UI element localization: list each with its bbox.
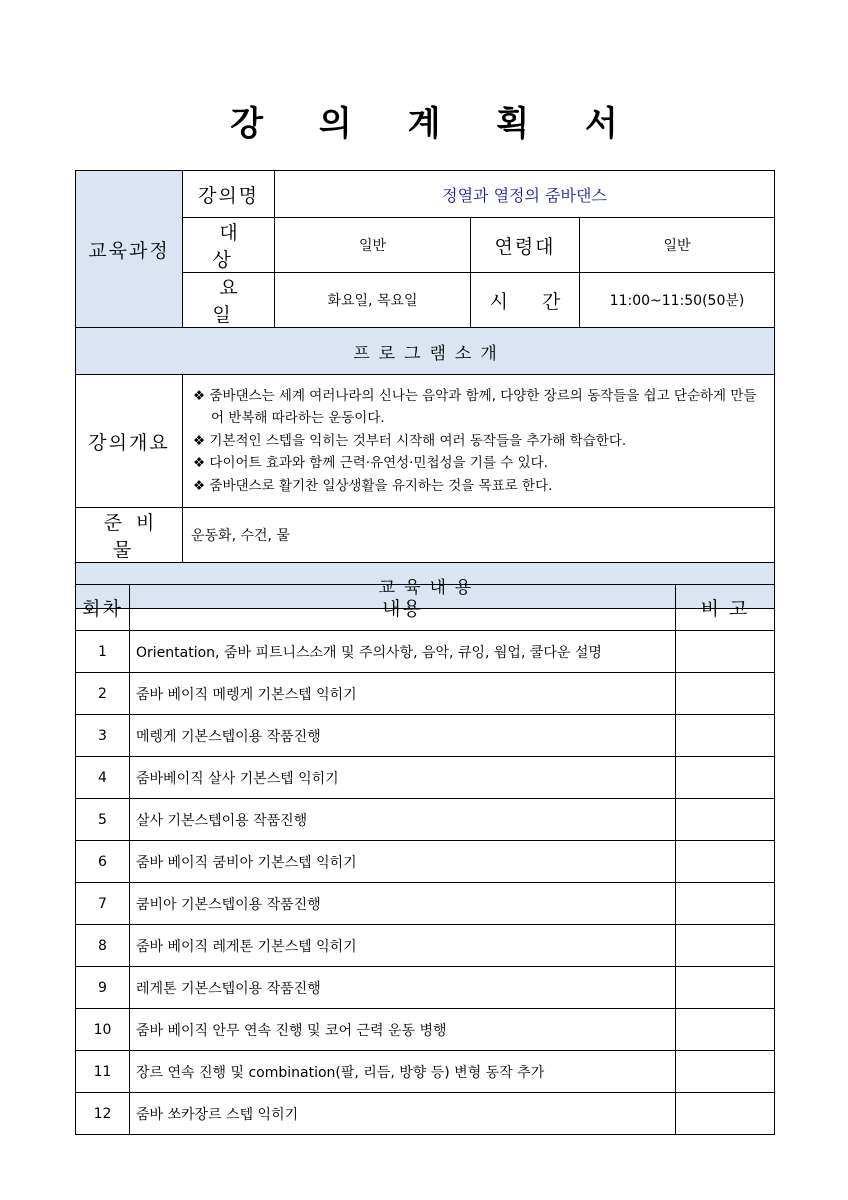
program-header: 프로그램소개 bbox=[76, 328, 775, 375]
table-row: 11 장르 연속 진행 및 combination(팔, 리듬, 방향 등) 변형 동작 추가 bbox=[76, 1051, 775, 1093]
table-row: 5 살사 기본스텝이용 작품진행 bbox=[76, 799, 775, 841]
course-name-value: 정열과 열정의 줌바댄스 bbox=[275, 171, 775, 218]
prep-label: 준비물 bbox=[76, 508, 183, 563]
table-row: 2 줌바 베이직 메렝게 기본스텝 익히기 bbox=[76, 673, 775, 715]
target-value: 일반 bbox=[275, 218, 471, 273]
bullet-item: ❖ 줌바댄스로 활기찬 일상생활을 유지하는 것을 목표로 한다. bbox=[193, 477, 553, 494]
table-row: 8 줌바 베이직 레게톤 기본스텝 익히기 bbox=[76, 925, 775, 967]
note-cell bbox=[676, 1009, 775, 1051]
time-label: 시 간 bbox=[471, 273, 580, 328]
note-cell bbox=[676, 673, 775, 715]
table-row: 1 Orientation, 줌바 피트니스소개 및 주의사항, 음악, 큐잉, 웜업, 쿨다운 설명 bbox=[76, 631, 775, 673]
time-value: 11:00~11:50(50분) bbox=[580, 273, 775, 328]
table-row: 7 쿰비아 기본스텝이용 작품진행 bbox=[76, 883, 775, 925]
bullet-item: ❖ 줌바댄스는 세계 여러나라의 신나는 음악과 함께, 다양한 장르의 동작들을 쉽고 단순하게 만들어 반복해 따라하는 운동이다. bbox=[193, 387, 757, 427]
overview-label: 강의개요 bbox=[76, 375, 183, 508]
note-cell bbox=[676, 925, 775, 967]
course-section-label: 교육과정 bbox=[76, 171, 183, 328]
course-info-table bbox=[75, 170, 775, 609]
bullet-icon: ❖ bbox=[193, 477, 206, 494]
table-row: 10 줌바 베이직 안무 연속 진행 및 코어 근력 운동 병행 bbox=[76, 1009, 775, 1051]
prep-value: 운동화, 수건, 물 bbox=[183, 508, 775, 563]
day-label: 요 일 bbox=[183, 273, 275, 328]
target-label: 대 상 bbox=[183, 218, 275, 273]
note-cell bbox=[676, 799, 775, 841]
note-cell bbox=[676, 883, 775, 925]
column-header-no: 회차 bbox=[76, 585, 130, 631]
column-header-content: 내용 bbox=[130, 585, 676, 631]
curriculum-header: 교육내용 bbox=[76, 563, 775, 609]
bullet-item: ❖ 다이어트 효과와 함께 근력·유연성·민첩성을 기를 수 있다. bbox=[193, 455, 548, 472]
note-cell bbox=[676, 715, 775, 757]
bullet-icon: ❖ bbox=[193, 432, 206, 449]
note-cell bbox=[676, 631, 775, 673]
table-row: 3 메렝게 기본스텝이용 작품진행 bbox=[76, 715, 775, 757]
bullet-item: ❖ 기본적인 스텝을 익히는 것부터 시작해 여러 동작들을 추가해 학습한다. bbox=[193, 432, 627, 449]
age-value: 일반 bbox=[580, 218, 775, 273]
bullet-icon: ❖ bbox=[193, 455, 206, 472]
table-row: 9 레게톤 기본스텝이용 작품진행 bbox=[76, 967, 775, 1009]
note-cell bbox=[676, 1093, 775, 1135]
table-row: 4 줌바베이직 살사 기본스텝 익히기 bbox=[76, 757, 775, 799]
age-label: 연령대 bbox=[471, 218, 580, 273]
curriculum-table bbox=[75, 584, 775, 1135]
bullet-icon: ❖ bbox=[193, 387, 206, 404]
page-title: 강 의 계 획 서 bbox=[230, 104, 640, 144]
table-row: 6 줌바 베이직 쿰비아 기본스텝 익히기 bbox=[76, 841, 775, 883]
note-cell bbox=[676, 757, 775, 799]
column-header-note: 비 고 bbox=[676, 585, 775, 631]
day-value: 화요일, 목요일 bbox=[275, 273, 471, 328]
course-name-label: 강의명 bbox=[183, 171, 275, 218]
note-cell bbox=[676, 1051, 775, 1093]
note-cell bbox=[676, 841, 775, 883]
overview-bullets bbox=[183, 375, 775, 508]
table-row: 12 줌바 쏘카장르 스텝 익히기 bbox=[76, 1093, 775, 1135]
note-cell bbox=[676, 967, 775, 1009]
